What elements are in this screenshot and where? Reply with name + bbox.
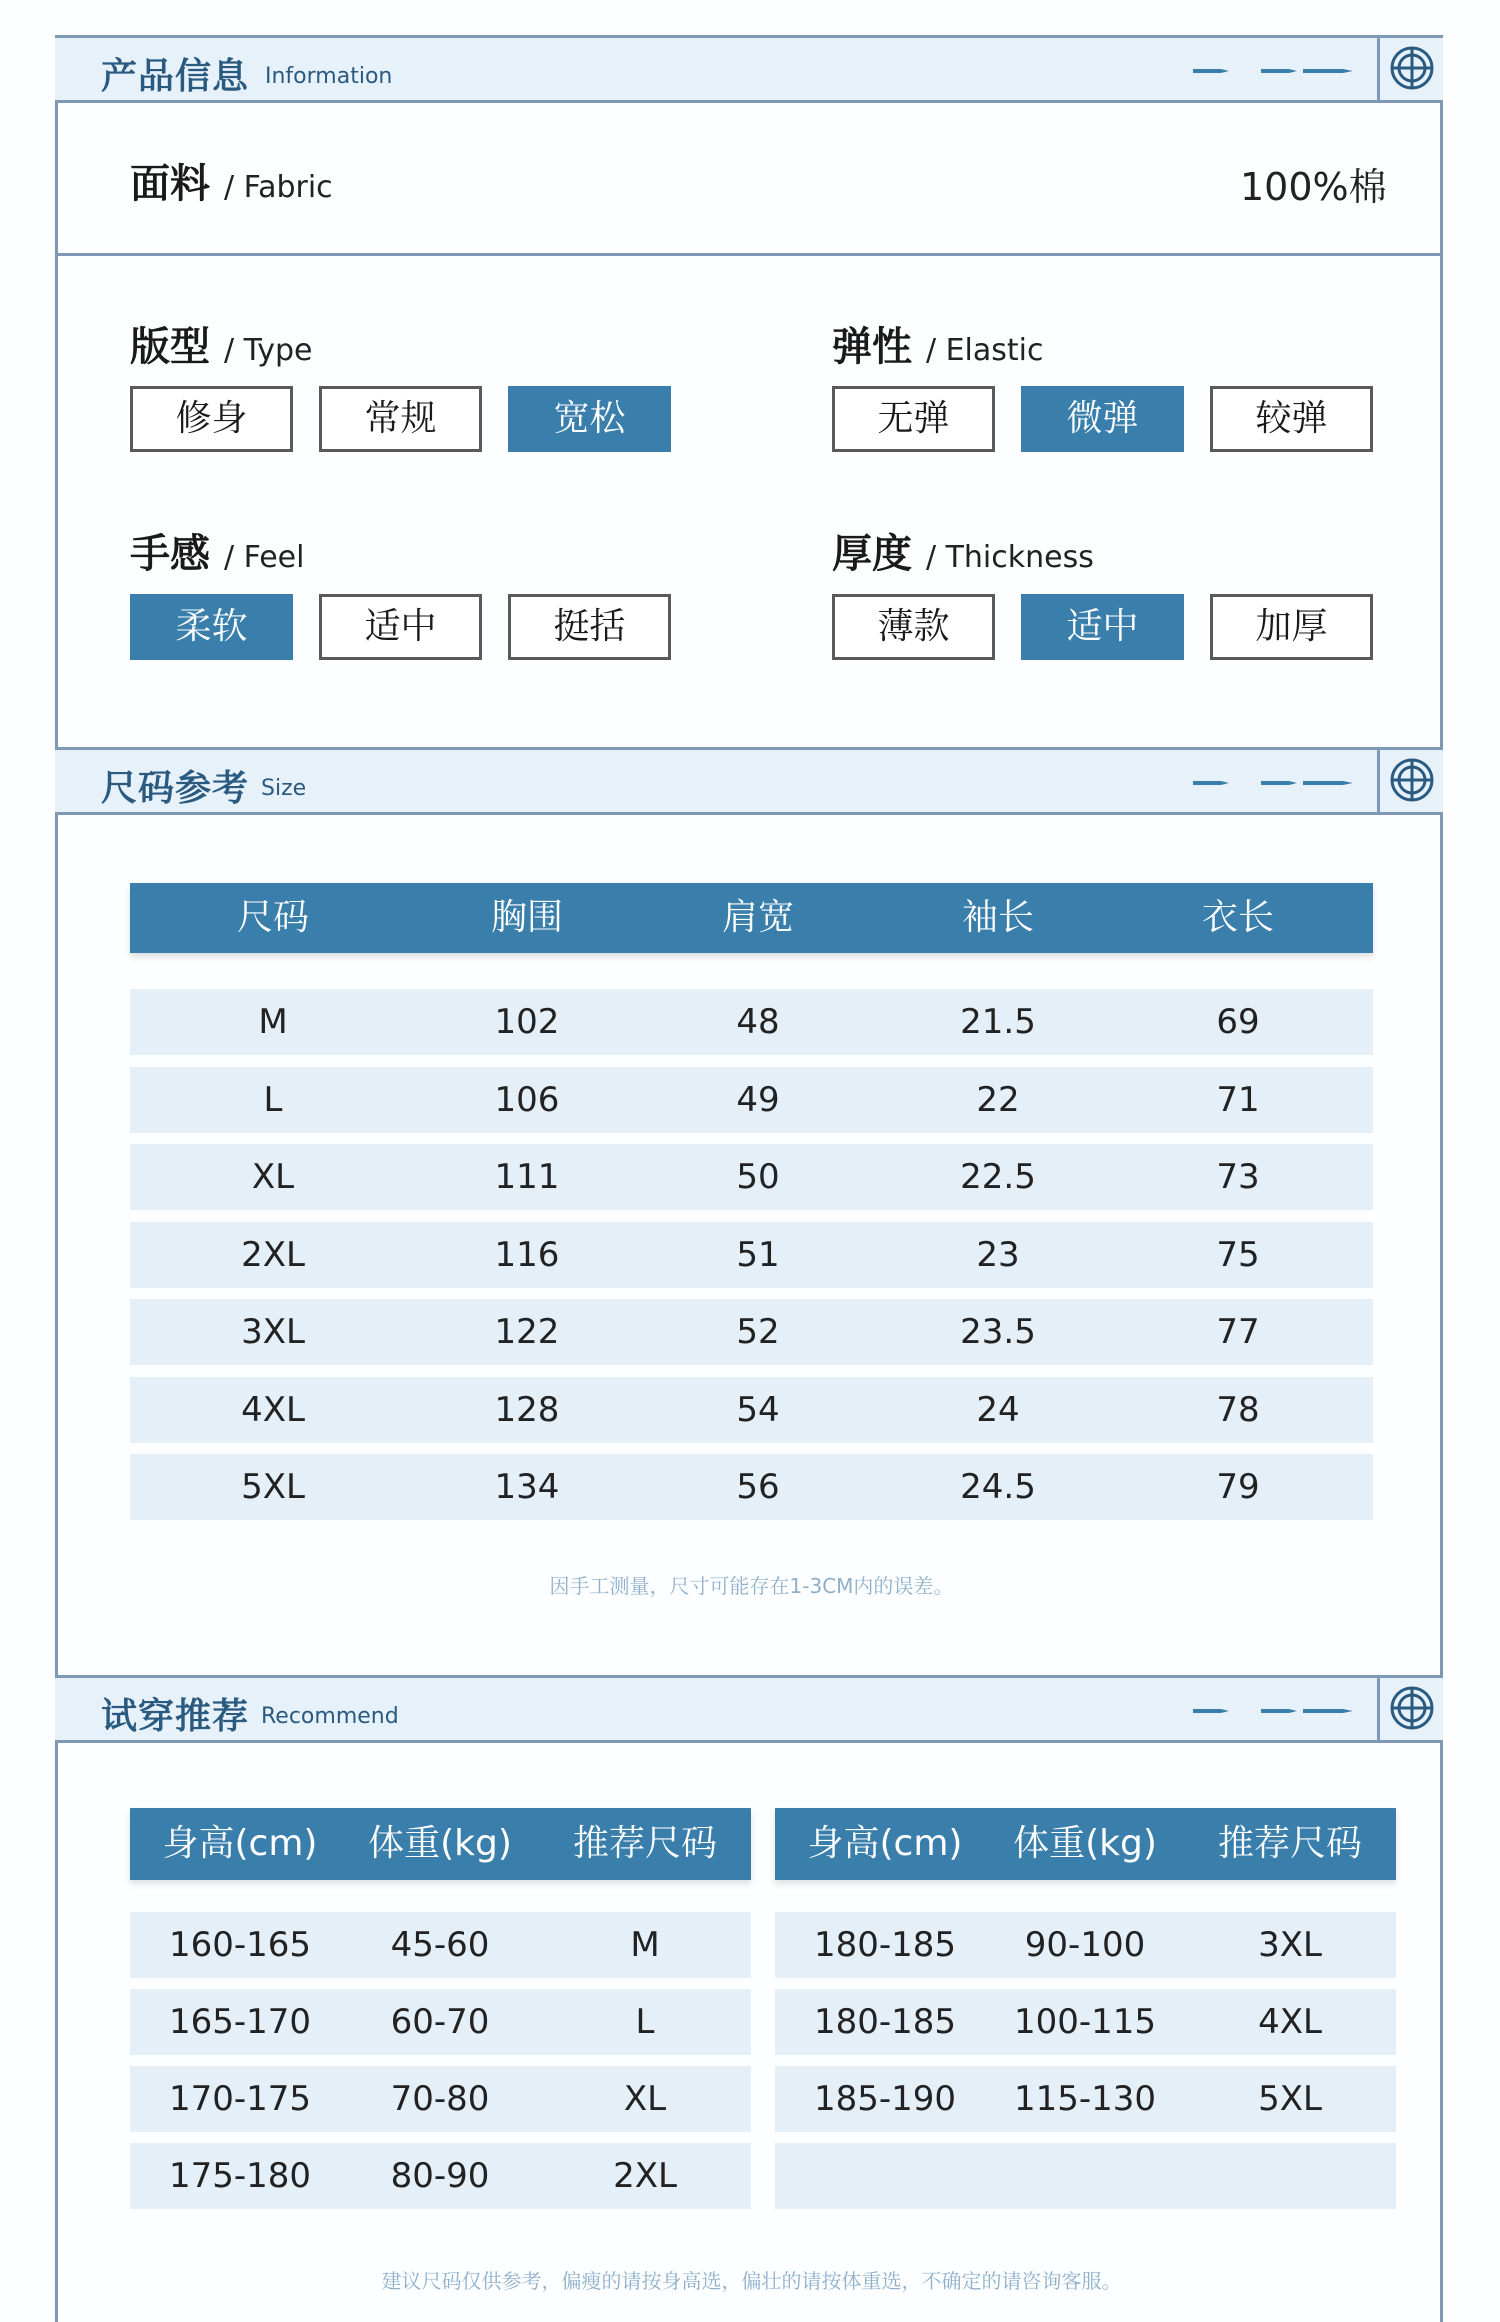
table-cell: 115-130 (1013, 2079, 1157, 2119)
elastic-option-none[interactable]: 无弹 (832, 386, 995, 452)
elastic-option-slight[interactable]: 微弹 (1021, 386, 1184, 452)
table-cell: 45-60 (390, 1925, 490, 1965)
header-cell: 身高(cm) (807, 1823, 963, 1864)
thickness-option-medium[interactable]: 适中 (1021, 594, 1184, 660)
recommend-note: 建议尺码仅供参考，偏瘦的请按身高选，偏壮的请按体重选，不确定的请咨询客服。 (381, 2269, 1122, 2293)
table-cell: 73 (1216, 1157, 1260, 1197)
table-row (130, 1222, 1373, 1288)
table-row (130, 1299, 1373, 1365)
feel-option-medium[interactable]: 适中 (319, 594, 482, 660)
table-row (130, 1912, 751, 1978)
table-cell: 180-185 (813, 1925, 957, 1965)
table-cell: 80-90 (390, 2156, 490, 2196)
table-cell: 49 (736, 1079, 780, 1120)
size-table-header (130, 883, 1373, 953)
table-cell: 5XL (1258, 2079, 1322, 2119)
table-cell: 160-165 (168, 1925, 312, 1965)
table-cell: 122 (494, 1312, 560, 1352)
table-row (130, 1377, 1373, 1443)
table-cell: 5XL (241, 1467, 305, 1507)
table-cell: 102 (494, 1002, 560, 1042)
table-cell: 185-190 (813, 2079, 957, 2119)
table-cell: L (635, 2002, 655, 2042)
section-subtitle: Recommend (261, 1704, 399, 1729)
table-cell: 2XL (241, 1234, 305, 1275)
thickness-option-thin[interactable]: 薄款 (832, 594, 995, 660)
arrow-dashes-icon (1193, 778, 1353, 788)
table-cell: 165-170 (168, 2002, 312, 2042)
recommend-left-header (130, 1808, 751, 1880)
table-cell: 3XL (241, 1312, 305, 1352)
table-cell: 134 (494, 1467, 560, 1507)
divider (55, 253, 1443, 256)
info-section-header (55, 35, 1443, 103)
table-cell: 128 (494, 1389, 560, 1430)
table-cell: 52 (736, 1312, 780, 1352)
elastic-label: 弹性 / Elastic (832, 324, 1044, 370)
table-row (775, 1989, 1396, 2055)
section-subtitle: Information (265, 64, 393, 89)
thickness-option-thick[interactable]: 加厚 (1210, 594, 1373, 660)
header-cell: 体重(kg) (368, 1823, 512, 1864)
table-cell: M (258, 1002, 288, 1042)
table-cell: 90-100 (1024, 1925, 1146, 1965)
table-cell: 24.5 (960, 1467, 1036, 1507)
type-label: 版型 / Type (130, 324, 313, 370)
header-cell: 体重(kg) (1013, 1823, 1157, 1864)
table-cell: 3XL (1258, 1925, 1322, 1965)
feel-label: 手感 / Feel (130, 531, 305, 577)
size-section-header (55, 747, 1443, 815)
type-option-loose[interactable]: 宽松 (508, 386, 671, 452)
table-row (130, 2066, 751, 2132)
crosshair-circle-icon (1380, 1675, 1440, 1737)
table-cell: XL (251, 1157, 295, 1197)
table-row (130, 1454, 1373, 1520)
crosshair-circle-icon (1380, 747, 1440, 809)
header-cell: 胸围 (490, 897, 563, 938)
table-cell: 23.5 (960, 1312, 1036, 1352)
table-cell: 69 (1216, 1002, 1260, 1042)
table-cell: 106 (494, 1079, 560, 1120)
table-row (130, 2143, 751, 2209)
type-option-regular[interactable]: 常规 (319, 386, 482, 452)
table-cell: 170-175 (168, 2079, 312, 2119)
table-cell: 51 (736, 1234, 780, 1275)
table-cell: 21.5 (960, 1002, 1036, 1042)
table-cell: 22 (976, 1079, 1020, 1120)
table-cell: 77 (1216, 1312, 1260, 1352)
table-cell: 70-80 (390, 2079, 490, 2119)
table-cell: 54 (736, 1389, 780, 1430)
header-cell: 身高(cm) (162, 1823, 318, 1864)
recommend-right-header (775, 1808, 1396, 1880)
table-row (130, 1989, 751, 2055)
feel-option-stiff[interactable]: 挺括 (508, 594, 671, 660)
table-cell: 111 (494, 1157, 560, 1197)
table-cell: 75 (1216, 1234, 1260, 1275)
table-cell: 24 (976, 1389, 1020, 1430)
arrow-dashes-icon (1193, 1706, 1353, 1716)
section-subtitle: Size (261, 776, 307, 801)
thickness-label: 厚度 / Thickness (832, 531, 1094, 577)
header-cell: 推荐尺码 (572, 1823, 717, 1864)
table-row (130, 1144, 1373, 1210)
table-cell: 50 (736, 1157, 780, 1197)
header-cell: 肩宽 (721, 897, 794, 938)
table-cell: 78 (1216, 1389, 1260, 1430)
fabric-value: 100%棉 (1240, 165, 1387, 209)
header-cell: 尺码 (236, 897, 309, 938)
section-title: 尺码参考 (101, 768, 250, 809)
table-cell: 23 (976, 1234, 1020, 1275)
section-icon-box (1377, 747, 1443, 815)
header-cell: 推荐尺码 (1217, 1823, 1362, 1864)
section-icon-box (1377, 1675, 1443, 1743)
arrow-dashes-icon (1193, 66, 1353, 76)
type-option-slim[interactable]: 修身 (130, 386, 293, 452)
section-title: 产品信息 (101, 56, 250, 97)
table-row (130, 989, 1373, 1055)
table-cell: XL (623, 2079, 667, 2119)
table-cell: 116 (494, 1234, 560, 1275)
elastic-option-high[interactable]: 较弹 (1210, 386, 1373, 452)
table-cell: 2XL (613, 2156, 677, 2196)
table-cell: 79 (1216, 1467, 1260, 1507)
table-row (775, 2066, 1396, 2132)
table-cell: 100-115 (1013, 2002, 1157, 2042)
table-cell: 4XL (241, 1389, 305, 1430)
table-row (130, 1067, 1373, 1133)
header-cell: 袖长 (961, 897, 1034, 938)
table-cell: 175-180 (168, 2156, 312, 2196)
table-cell: 180-185 (813, 2002, 957, 2042)
fabric-label: 面料 / Fabric (130, 161, 333, 207)
size-note: 因手工测量，尺寸可能存在1-3CM内的误差。 (549, 1574, 954, 1598)
feel-option-soft[interactable]: 柔软 (130, 594, 293, 660)
header-cell: 衣长 (1201, 897, 1274, 938)
table-cell: 60-70 (390, 2002, 490, 2042)
table-cell: 56 (736, 1467, 780, 1507)
table-row (775, 2143, 1396, 2209)
crosshair-circle-icon (1380, 35, 1440, 97)
table-cell: 48 (736, 1002, 780, 1042)
section-icon-box (1377, 35, 1443, 103)
recommend-section-header (55, 1675, 1443, 1743)
table-cell: 71 (1216, 1079, 1260, 1120)
table-cell: 4XL (1258, 2002, 1322, 2042)
table-cell: M (630, 1925, 660, 1965)
table-row (775, 1912, 1396, 1978)
section-title: 试穿推荐 (101, 1696, 250, 1737)
table-cell: L (263, 1079, 283, 1120)
table-cell: 22.5 (960, 1157, 1036, 1197)
